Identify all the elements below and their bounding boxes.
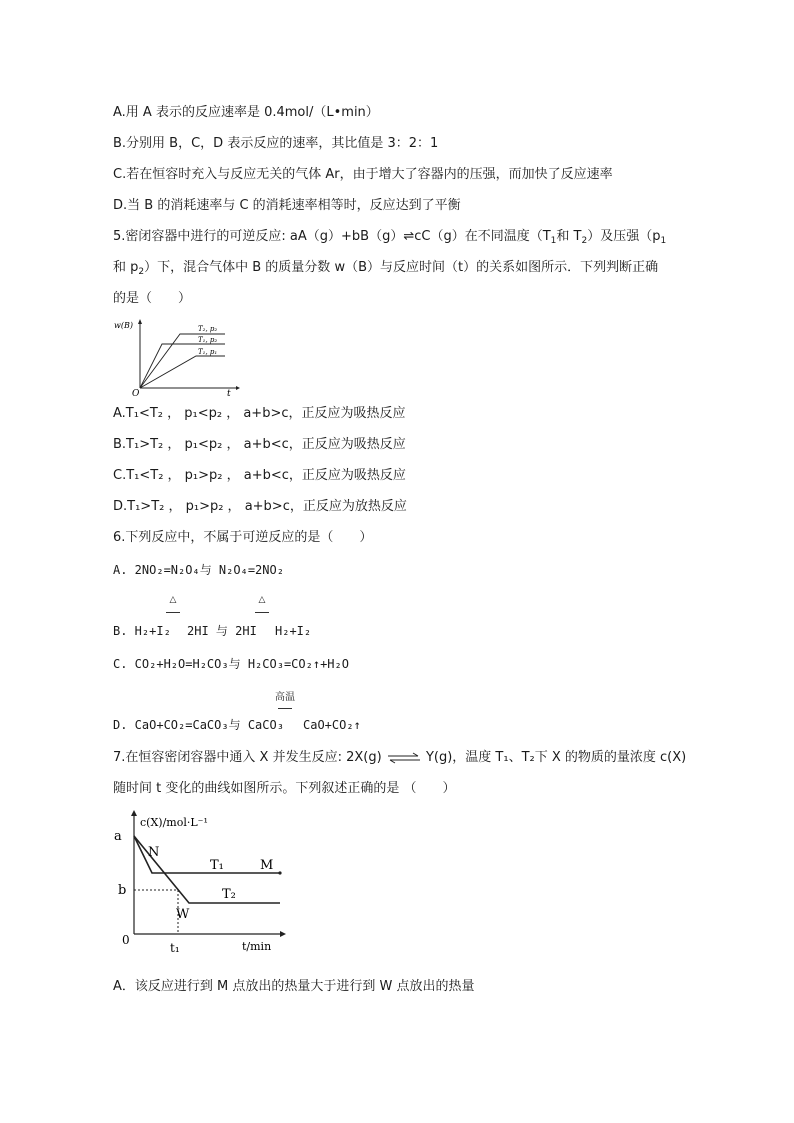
q5-stem-line2: 和 $p_2$）下，混合气体中 B 的质量分数 w（B）与反应时间（t）的关系如图所示．下列判断正确	[113, 260, 659, 277]
q7-graph	[112, 810, 292, 960]
q6-option-b-right: H₂+I₂	[275, 624, 312, 638]
q7-ylabel: c(X)/mol·L⁻¹	[140, 816, 208, 829]
q5-stem-line1: 5.密闭容器中进行的可逆反应: aA（g）+bB（g）⇌cC（g）在不同温度（$T_1$和 $T_2$）及压强（$p_1$	[113, 229, 667, 246]
q6-d-cond: 高温	[275, 692, 295, 703]
reversible-arrow-icon	[386, 752, 422, 764]
q5-ylabel: w(B)	[114, 321, 133, 330]
q6-option-d-right: CaO+CO₂↑	[303, 718, 361, 732]
q7-label-w: W	[176, 907, 190, 922]
q6-d-bar	[278, 708, 292, 709]
q7-label-curve-t1: T₁	[210, 858, 224, 873]
q5-option-a: A.T₁<T₂ ， p₁<p₂ ， a+b>c，正反应为吸热反应	[113, 406, 406, 421]
q6-b-cond-2: △	[258, 595, 266, 605]
q7-stem-line2: 随时间 t 变化的曲线如图所示。下列叙述正确的是 （ ）	[113, 781, 456, 796]
q7-label-n: N	[148, 845, 160, 860]
q7-label-a: a	[114, 829, 122, 844]
q7-xlabel: t/min	[242, 940, 272, 953]
q5-option-d: D.T₁>T₂ ， p₁>p₂ ， a+b>c，正反应为放热反应	[113, 499, 407, 514]
q5-origin: O	[132, 389, 140, 398]
q5-label-t2p2: T₂, p₂	[198, 325, 218, 333]
q7-point-m	[278, 871, 281, 874]
q4-option-c: C.若在恒容时充入与反应无关的气体 Ar，由于增大了容器内的压强，而加快了反应速率	[113, 167, 613, 182]
q7-label-m: M	[260, 858, 274, 873]
q7-stem-line1: 7.在恒容密闭容器中通入 X 并发生反应: 2X(g) Y(g)，温度 T₁、T₂下 X 的物质的量浓度 c(X)	[113, 750, 687, 765]
q6-b-bar-1	[166, 612, 180, 613]
q5-option-c: C.T₁<T₂ ， p₁>p₂ ， a+b<c，正反应为吸热反应	[113, 468, 406, 483]
q4-option-d: D.当 B 的消耗速率与 C 的消耗速率相等时，反应达到了平衡	[113, 198, 461, 213]
q5-label-t1p1: T₁, p₁	[198, 348, 218, 356]
q5-option-b: B.T₁>T₂ ， p₁<p₂ ， a+b<c，正反应为吸热反应	[113, 437, 406, 452]
q5-label-t1p2: T₁, p₂	[198, 336, 218, 344]
q7-label-zero: 0	[122, 933, 130, 947]
q4-option-b: B.分别用 B，C，D 表示反应的速率，其比值是 3：2：1	[113, 136, 439, 151]
q5-curve-t1p1	[140, 356, 225, 388]
q6-stem: 6.下列反应中，不属于可逆反应的是（ ）	[113, 530, 373, 545]
q6-option-d-left: D. CaO+CO₂=CaCO₃与 CaCO₃	[113, 718, 284, 732]
q6-option-b-left: B. H₂+I₂	[113, 624, 171, 638]
q6-option-b-mid: 2HI 与 2HI	[187, 624, 257, 638]
q7-option-a: A．该反应进行到 M 点放出的热量大于进行到 W 点放出的热量	[113, 979, 475, 994]
q6-option-c: C. CO₂+H₂O=H₂CO₃与 H₂CO₃=CO₂↑+H₂O	[113, 657, 349, 671]
q5-stem-line3: 的是（ ）	[113, 291, 192, 306]
q4-option-a: A.用 A 表示的反应速率是 0.4mol/（L•min）	[113, 105, 379, 120]
q6-b-bar-2	[255, 612, 269, 613]
q6-option-a: A. 2NO₂=N₂O₄与 N₂O₄=2NO₂	[113, 563, 284, 577]
q5-xlabel: t	[227, 389, 231, 398]
q7-label-curve-t2: T₂	[222, 887, 236, 902]
q5-graph	[112, 316, 242, 398]
q7-label-t1-tick: t₁	[170, 941, 180, 955]
q7-label-b: b	[118, 883, 127, 898]
q6-b-cond-1: △	[169, 595, 177, 605]
